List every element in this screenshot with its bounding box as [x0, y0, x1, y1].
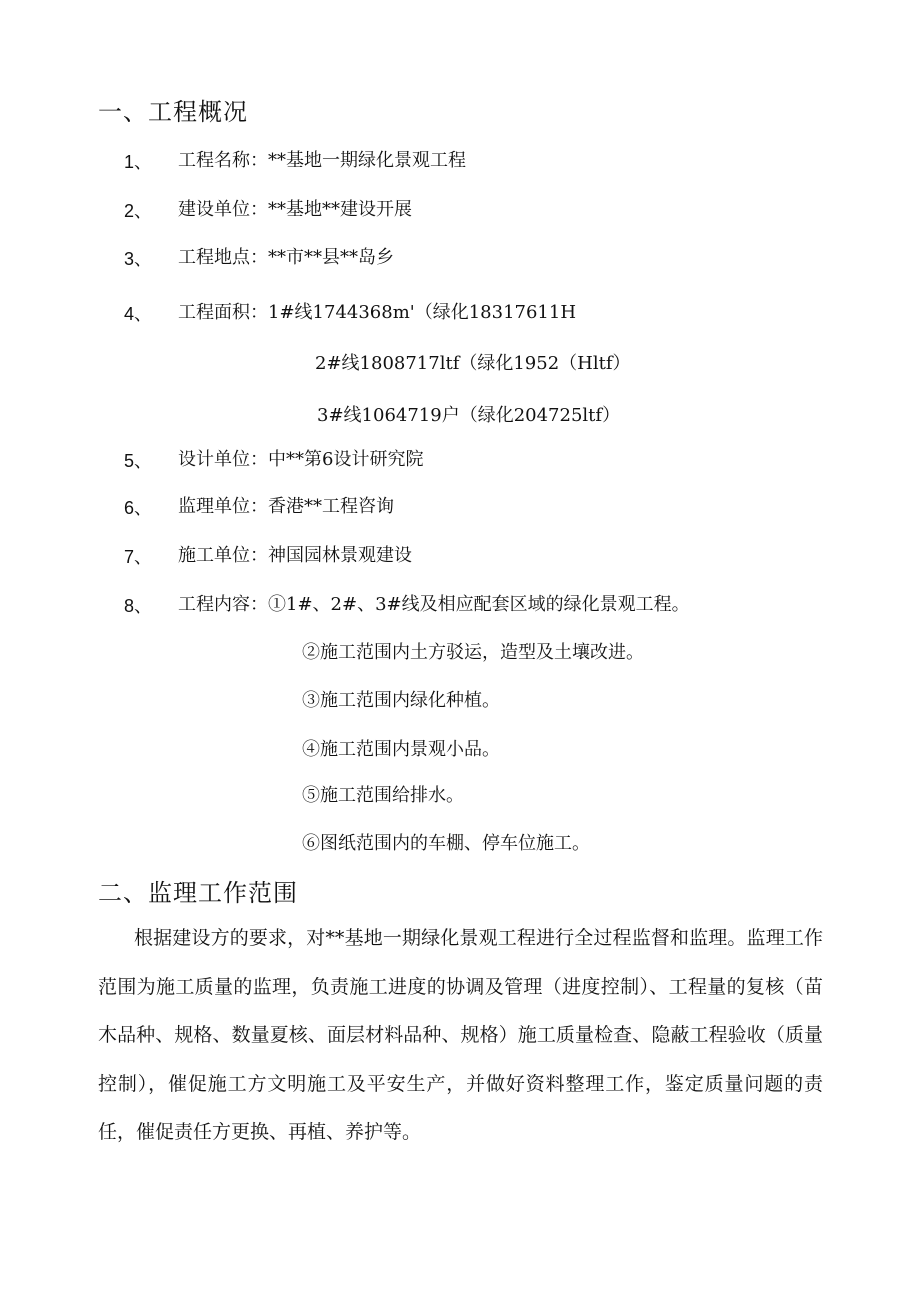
item-text: 工程地点：**市**县**岛乡 [178, 247, 394, 268]
section-2-title: 二、监理工作范围 [98, 879, 298, 907]
content-line-6: ⑥图纸范围内的车棚、停车位施工。 [302, 833, 590, 854]
item-text: 监理单位：香港**工程咨询 [178, 496, 394, 517]
item-number: 5、 [124, 451, 153, 471]
item-number: 6、 [124, 498, 153, 518]
item-text: 施工单位：神国园林景观建设 [178, 545, 412, 566]
item-number: 7、 [124, 547, 153, 567]
item-number: 4、 [124, 304, 153, 324]
area-line-3: 3#线1064719户（绿化204725ltf） [317, 405, 621, 426]
item-number: 2、 [124, 201, 153, 221]
item-text: 工程名称：**基地一期绿化景观工程 [178, 150, 466, 171]
content-line-2: ②施工范围内土方驳运，造型及土壤改进。 [302, 642, 644, 663]
item-number: 1、 [124, 152, 153, 172]
section-1-title: 一、工程概况 [98, 98, 248, 126]
item-text: 设计单位：中**第6设计研究院 [178, 449, 424, 470]
item-number: 8、 [124, 596, 153, 616]
content-line-4: ④施工范围内景观小品。 [302, 739, 500, 760]
item-text: 工程内容：①1#、2#、3#线及相应配套区域的绿化景观工程。 [178, 594, 690, 615]
item-number: 3、 [124, 249, 153, 269]
item-text: 工程面积：1#线1744368m'（绿化18317611H [178, 302, 577, 323]
area-line-2: 2#线1808717ltf（绿化1952（Hltf） [315, 353, 631, 374]
content-line-3: ③施工范围内绿化种植。 [302, 690, 500, 711]
content-line-5: ⑤施工范围给排水。 [302, 785, 464, 806]
scope-paragraph: 根据建设方的要求，对**基地一期绿化景观工程进行全过程监督和监理。监理工作范围为施工质量的监理，负责施工进度的协调及管理（进度控制）、工程量的复核（苗木品种、规格、数量夏核、面层材料品种、规格）施工质量检查、隐蔽工程验收（质量控制），催促施工方文明施工及平安生产，并做好资料整理工作，鉴定质量问题的责任，催促责任方更换、再植、养护等。 [98, 927, 823, 1143]
item-text: 建设单位：**基地**建设开展 [178, 199, 412, 220]
